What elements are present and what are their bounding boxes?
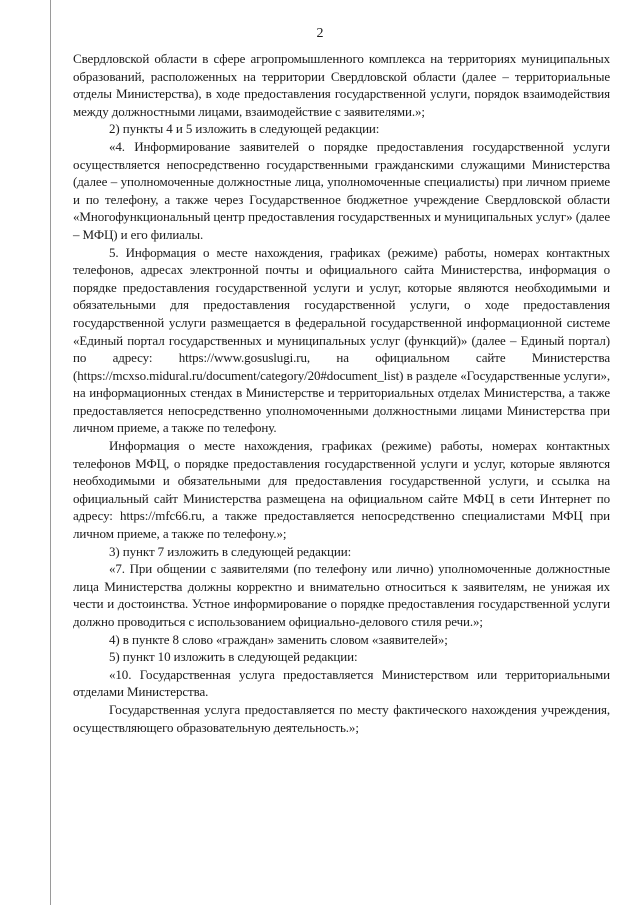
paragraph-item-2: 2) пункты 4 и 5 изложить в следующей редакции: (109, 121, 380, 137)
paragraph-service-location: Государственная услуга предоставляется по месту фактического нахождения учреждения, осуществляющего образовательную деятельность.»; (73, 701, 610, 735)
paragraph-continuation: Свердловской области в сфере агропромышленного комплекса на территориях муниципальных образований, расположенных на территории Свердловской области (далее – территориальные отделы Министерства), в ходе предоставления государственной услуги, порядок взаимодействия между должностными лицами, взаимодействие с заявителями.»; (73, 51, 610, 119)
paragraph-item-4: 4) в пункте 8 слово «граждан» заменить словом «заявителей»; (109, 631, 448, 647)
paragraph-point-7: «7. При общении с заявителями (по телефону или лично) уполномоченные должностные лица Министерства должны корректно и внимательно относиться к заявителям, не унижая их чести и достоинства. Устное информирование о порядке предоставления государственной услуги должно проводиться с использованием официально-делового стиля речи.»; (73, 561, 610, 629)
left-margin-rule (50, 0, 51, 905)
paragraph-point-5: 5. Информация о месте нахождения, графиках (режиме) работы, номерах контактных телефонов, адресах электронной почты и официального сайта Министерства, информация о порядке предоставления государственной услуги и услуг, которые являются необходимыми и обязательными для предоставления государственной услуги, о ходе предоставления государственной услуги размещается в федеральной государственной информационной системе «Единый портал государственных и муниципальных услуг (функций)» (далее – Единый портал) по адресу: https://www.gosuslugi.ru, на официальном сайте Министерства (https://mcxso.midural.ru/document/category/20#document_list) в разделе «Государственные услуги», на информационных стендах в Министерстве и территориальных отделах Министерства, а также предоставляется непосредственно уполномоченными должностными лицами Министерства при личном приеме, а также по телефону. (73, 244, 610, 436)
page-number: 2 (316, 26, 324, 41)
document-body (73, 50, 610, 736)
paragraph-point-10: «10. Государственная услуга предоставляется Министерством или территориальными отделами Министерства. (73, 666, 610, 700)
paragraph-item-5: 5) пункт 10 изложить в следующей редакции: (109, 649, 358, 665)
paragraph-point-4: «4. Информирование заявителей о порядке предоставления государственной услуги осуществляется непосредственно государственными гражданскими служащими Министерства (далее – уполномоченные должностные лица, уполномоченные специалисты) при личном приеме и по телефону, а также через Государственное бюджетное учреждение Свердловской области «Многофункциональный центр предоставления государственных и муниципальных услуг» (далее – МФЦ) и его филиалы. (73, 138, 610, 242)
paragraph-item-3: 3) пункт 7 изложить в следующей редакции: (109, 543, 352, 559)
paragraph-mfc-info: Информация о месте нахождения, графиках (режиме) работы, номерах контактных телефонов МФЦ, о порядке предоставления государственной услуги и услуг, которые являются необходимыми и обязательными для предоставления государственной услуги, и ссылка на официальный сайт Министерства размещена на официальном сайте МФЦ в сети Интернет по адресу: https://mfc66.ru, а также предоставляется непосредственно специалистами МФЦ при личном приеме, а также по телефону.»; (73, 438, 610, 542)
